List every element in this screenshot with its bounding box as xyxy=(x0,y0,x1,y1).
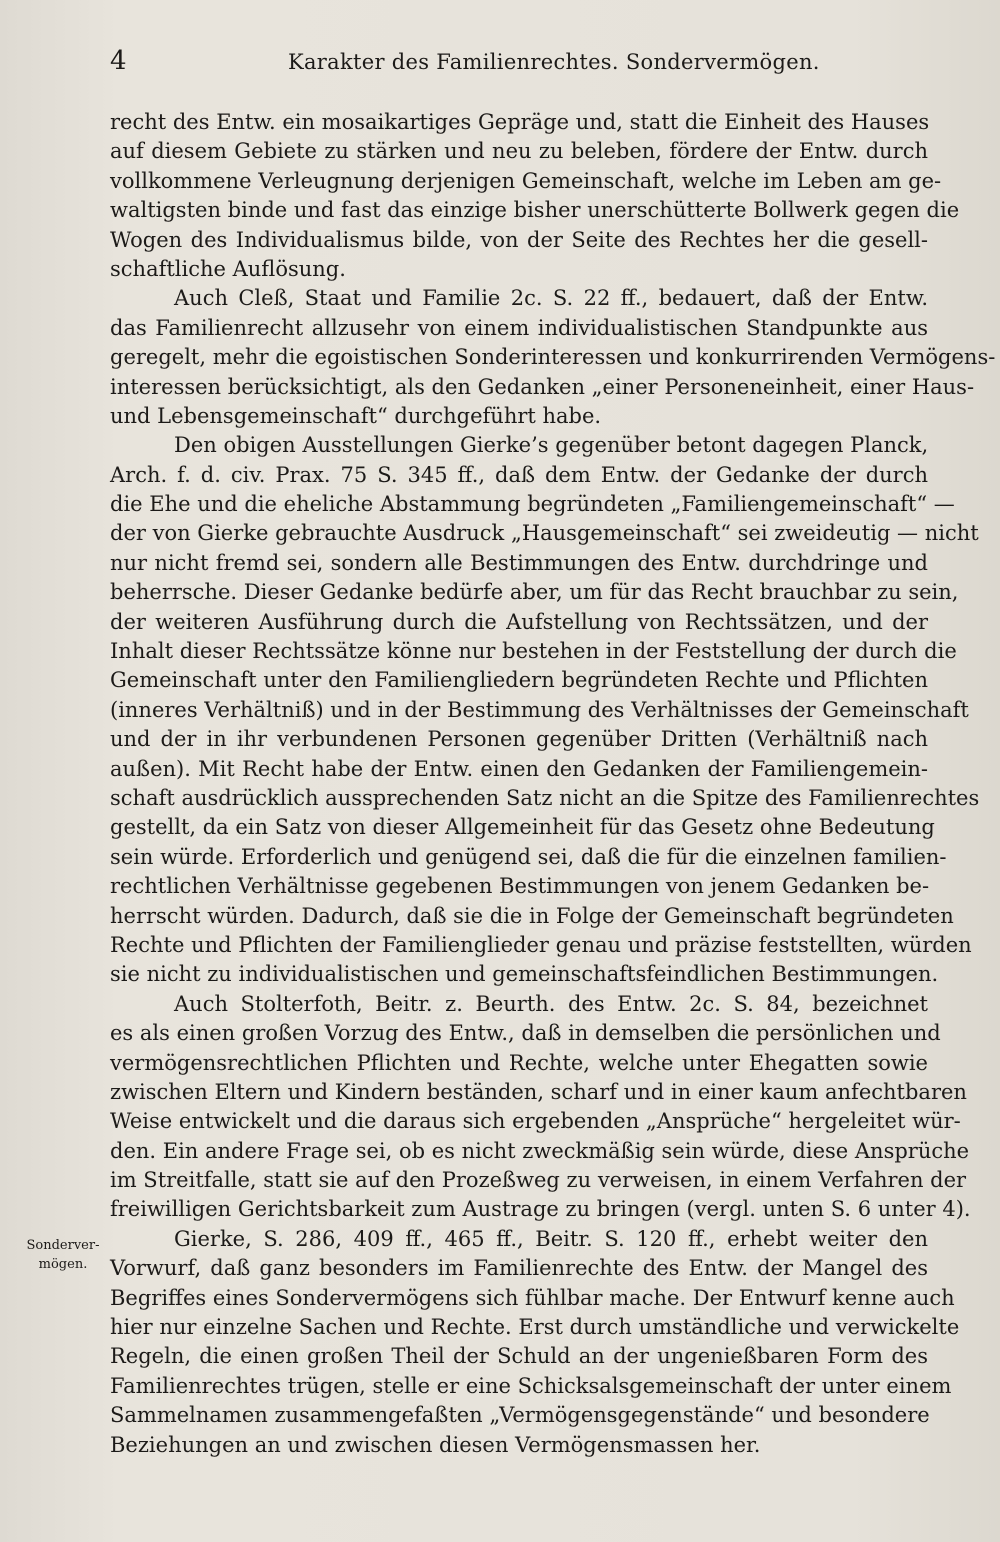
text-line: auf diesem Gebiete zu stärken und neu zu beleben, fördere der Entw. durch xyxy=(110,139,928,164)
text-line: Sammelnamen zusammengefaßten „Vermögensgegenstände“ und besondere xyxy=(110,1403,930,1428)
text-line: freiwilligen Gerichtsbarkeit zum Austrage zu bringen (vergl. unten S. 6 unter 4). xyxy=(110,1197,971,1222)
page-header xyxy=(110,44,930,80)
text-line: das Familienrecht allzusehr von einem individualistischen Standpunkte aus xyxy=(110,315,928,340)
text-line: herrscht würden. Dadurch, daß sie die in Folge der Gemeinschaft begründeten xyxy=(110,903,954,928)
text-line: die Ehe und die eheliche Abstammung begründeten „Familiengemeinschaft“ — xyxy=(110,492,955,517)
text-line: Regeln, die einen großen Theil der Schuld an der ungenießbaren Form des xyxy=(110,1344,928,1369)
text-line: vollkommene Verleugnung derjenigen Gemeinschaft, welche im Leben am ge- xyxy=(110,168,942,193)
text-line: (inneres Verhältniß) und in der Bestimmung des Verhältnisses der Gemeinschaft xyxy=(110,697,969,722)
text-line: Familienrechtes trügen, stelle er eine Schicksalsgemeinschaft der unter einem xyxy=(110,1373,952,1398)
paragraph-start-line: Auch Cleß, Staat und Familie 2c. S. 22 ff., bedauert, daß der Entw. xyxy=(174,286,928,311)
text-line: schaft ausdrücklich aussprechenden Satz nicht an die Spitze des Familienrechtes xyxy=(110,785,980,810)
text-line: zwischen Eltern und Kindern beständen, scharf und in einer kaum anfechtbaren xyxy=(110,1079,967,1104)
page-number: 4 xyxy=(110,46,127,76)
text-line: der von Gierke gebrauchte Ausdruck „Hausgemeinschaft“ sei zweideutig — nicht xyxy=(110,521,979,546)
paragraph-start-line: Auch Stolterfoth, Beitr. z. Beurth. des Entw. 2c. S. 84, bezeichnet xyxy=(174,991,928,1016)
text-line: beherrsche. Dieser Gedanke bedürfe aber, um für das Recht brauchbar zu sein, xyxy=(110,580,959,605)
text-line: den. Ein andere Frage sei, ob es nicht zweckmäßig sein würde, diese Ansprüche xyxy=(110,1138,970,1163)
text-line: rechtlichen Verhältnisse gegebenen Bestimmungen von jenem Gedanken be- xyxy=(110,874,930,899)
paragraph-start-line: Den obigen Ausstellungen Gierke’s gegenüber betont dagegen Planck, xyxy=(174,433,929,458)
text-line: Wogen des Individualismus bilde, von der Seite des Rechtes her die gesell- xyxy=(110,227,928,252)
text-line: waltigsten binde und fast das einzige bisher unerschütterte Bollwerk gegen die xyxy=(110,198,960,223)
text-line: Weise entwickelt und die daraus sich ergebenden „Ansprüche“ hergeleitet wür- xyxy=(110,1109,961,1134)
text-line: geregelt, mehr die egoistischen Sonderinteressen und konkurrirenden Vermögens- xyxy=(110,345,996,370)
body-text xyxy=(110,108,996,1460)
margin-note xyxy=(20,1236,106,1274)
margin-note-line: Sonderver- xyxy=(26,1238,100,1253)
text-line: vermögensrechtlichen Pflichten und Rechte, welche unter Ehegatten sowie xyxy=(110,1050,928,1075)
text-line: Rechte und Pflichten der Familienglieder genau und präzise feststellten, würden xyxy=(110,932,972,957)
text-line: sie nicht zu individualistischen und gemeinschaftsfeindlichen Bestimmungen. xyxy=(110,962,939,987)
text-line: Begriffes eines Sondervermögens sich fühlbar mache. Der Entwurf kenne auch xyxy=(110,1285,955,1310)
text-line: Inhalt dieser Rechtssätze könne nur bestehen in der Feststellung der durch die xyxy=(110,639,957,664)
paragraph-start-line: Gierke, S. 286, 409 ff., 465 ff., Beitr. S. 120 ff., erhebt weiter den xyxy=(174,1226,928,1251)
text-line: und Lebensgemeinschaft“ durchgeführt habe. xyxy=(110,403,602,428)
text-line: Vorwurf, daß ganz besonders im Familienrechte des Entw. der Mangel des xyxy=(110,1256,928,1281)
text-line: Arch. f. d. civ. Prax. 75 S. 345 ff., daß dem Entw. der Gedanke der durch xyxy=(110,462,928,487)
text-line: nur nicht fremd sei, sondern alle Bestimmungen des Entw. durchdringe und xyxy=(110,550,928,575)
margin-note-line: mögen. xyxy=(38,1257,88,1272)
text-line: interessen berücksichtigt, als den Gedanken „einer Personeneinheit, einer Haus- xyxy=(110,374,975,399)
text-line: hier nur einzelne Sachen und Rechte. Erst durch umständliche und verwickelte xyxy=(110,1315,960,1340)
text-line: recht des Entw. ein mosaikartiges Gepräge und, statt die Einheit des Hauses xyxy=(110,110,930,134)
text-line: schaftliche Auflösung. xyxy=(110,256,346,281)
running-title: Karakter des Familienrechtes. Sondervermögen. xyxy=(288,50,820,74)
text-line: sein würde. Erforderlich und genügend sei, daß die für die einzelnen familien- xyxy=(110,844,947,869)
text-line: im Streitfalle, statt sie auf den Prozeßweg zu verweisen, in einem Verfahren der xyxy=(110,1168,967,1193)
text-line: Beziehungen an und zwischen diesen Vermögensmassen her. xyxy=(110,1432,761,1457)
text-line: außen). Mit Recht habe der Entw. einen den Gedanken der Familiengemein- xyxy=(110,756,928,781)
text-line: gestellt, da ein Satz von dieser Allgemeinheit für das Gesetz ohne Bedeutung xyxy=(110,815,935,840)
text-line: der weiteren Ausführung durch die Aufstellung von Rechtssätzen, und der xyxy=(110,609,928,634)
text-line: Gemeinschaft unter den Familiengliedern begründeten Rechte und Pflichten xyxy=(110,668,928,693)
text-line: und der in ihr verbundenen Personen gegenüber Dritten (Verhältniß nach xyxy=(110,727,928,752)
text-line: es als einen großen Vorzug des Entw., daß in demselben die persönlichen und xyxy=(110,1021,941,1046)
